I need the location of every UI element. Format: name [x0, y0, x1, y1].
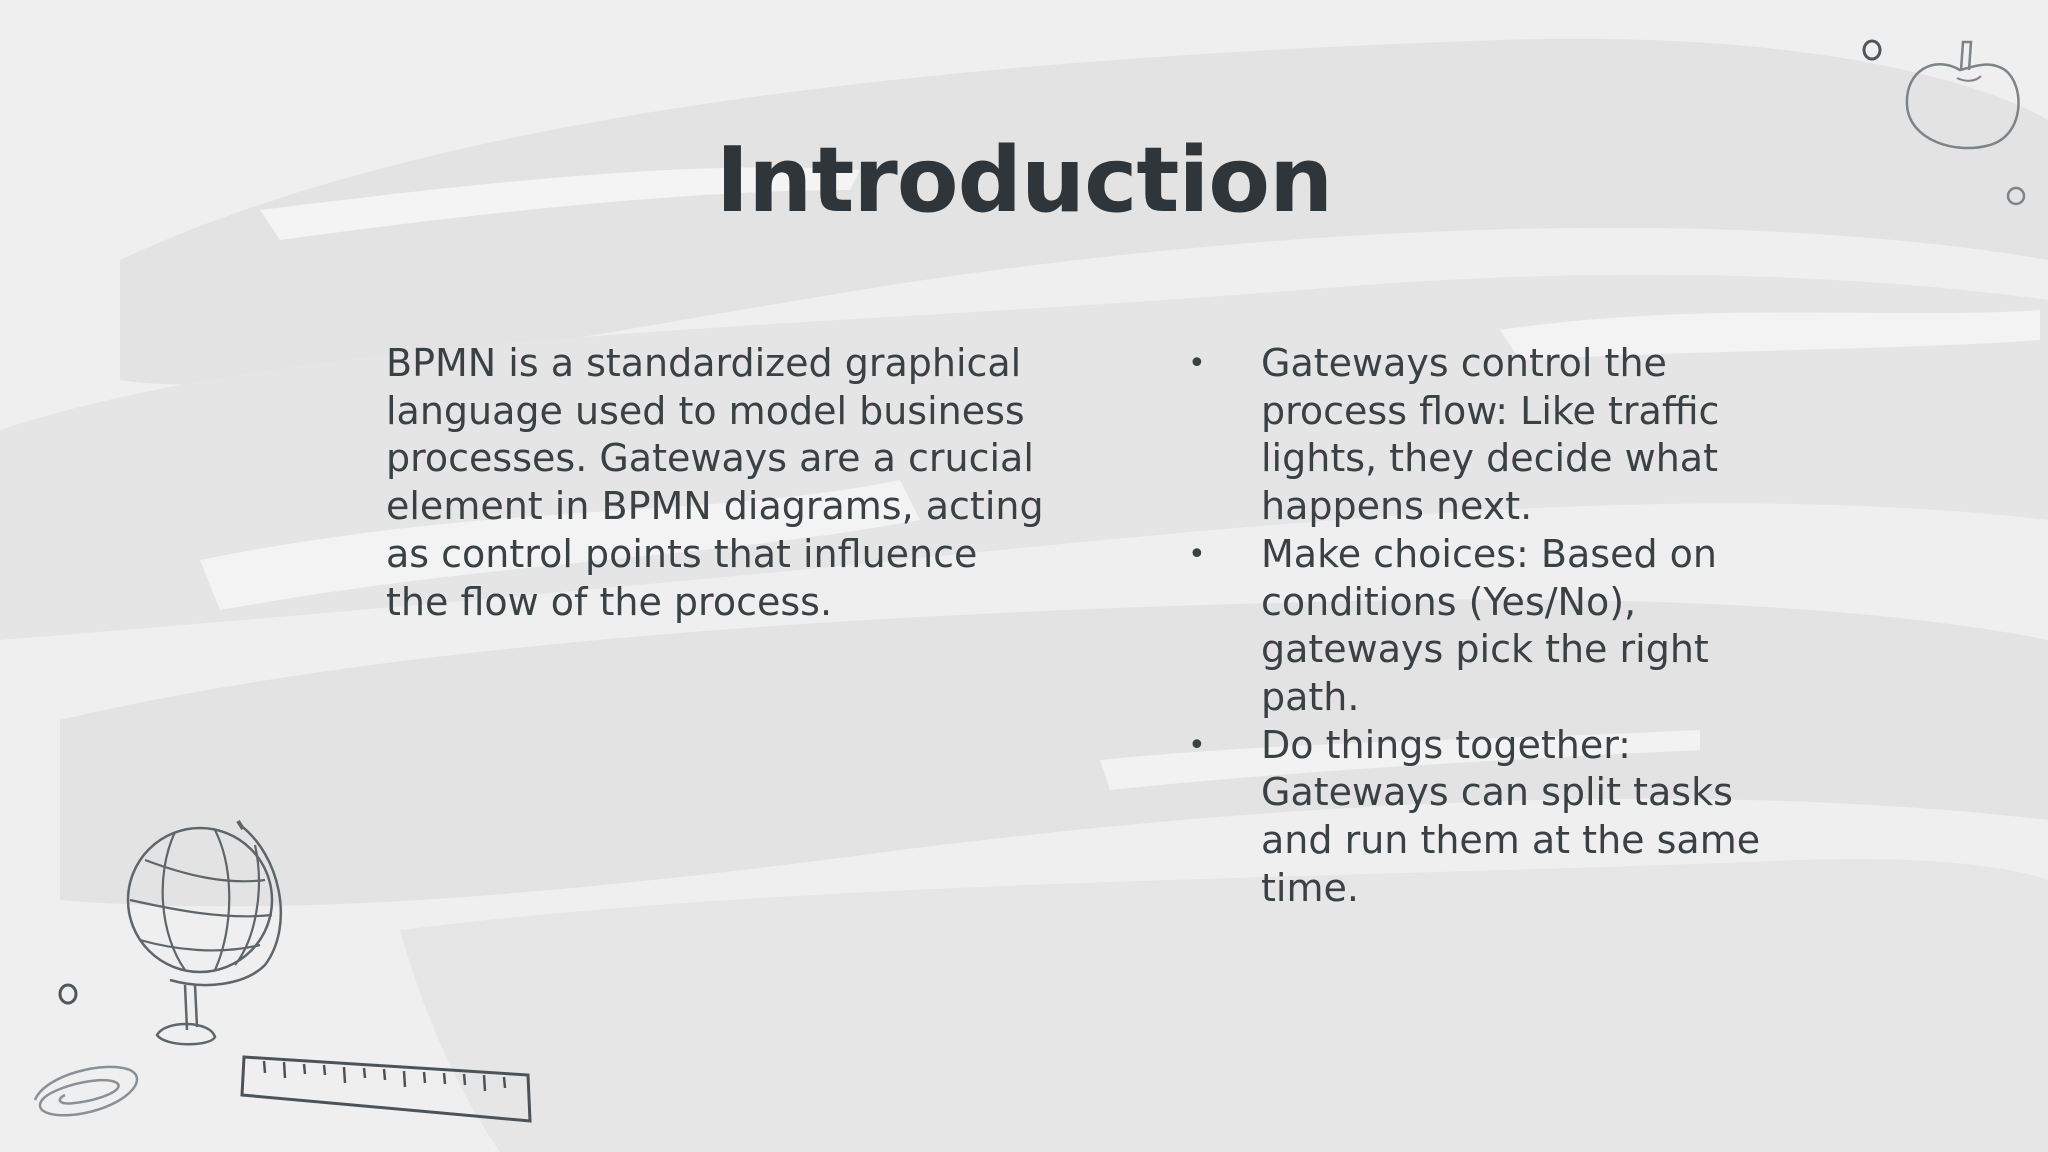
apple-doodle-icon [1895, 30, 2035, 160]
bullet-marker: • [1188, 536, 1206, 572]
ruler-doodle-icon [236, 1045, 536, 1125]
bullet-list [1188, 340, 1768, 912]
bullet-text: Do things together: Gateways can split tasks and run them at the same time. [1261, 722, 1761, 910]
bullet-marker: • [1188, 346, 1206, 381]
bullet-item [1188, 722, 1768, 913]
slide-title: Introduction [715, 128, 1333, 233]
paperclip-doodle-icon [25, 1045, 145, 1125]
circle-doodle-icon [1860, 38, 1884, 62]
circle-doodle-icon [56, 982, 80, 1006]
circle-doodle-icon [2004, 184, 2028, 208]
globe-doodle-icon [115, 815, 305, 1055]
bullet-item [1188, 531, 1768, 722]
bullet-text: Make choices: Based on conditions (Yes/No), gateways pick the right path. [1261, 531, 1717, 719]
bullet-marker: • [1188, 727, 1206, 763]
intro-paragraph: BPMN is a standardized graphical language used to model business processes. Gateways are a crucial element in BPMN diagrams, acting as control points that influence the flow of the process. [386, 341, 1044, 624]
bullet-text: Gateways control the process flow: Like traffic lights, they decide what happens next. [1261, 341, 1720, 529]
bullet-item [1188, 340, 1768, 531]
